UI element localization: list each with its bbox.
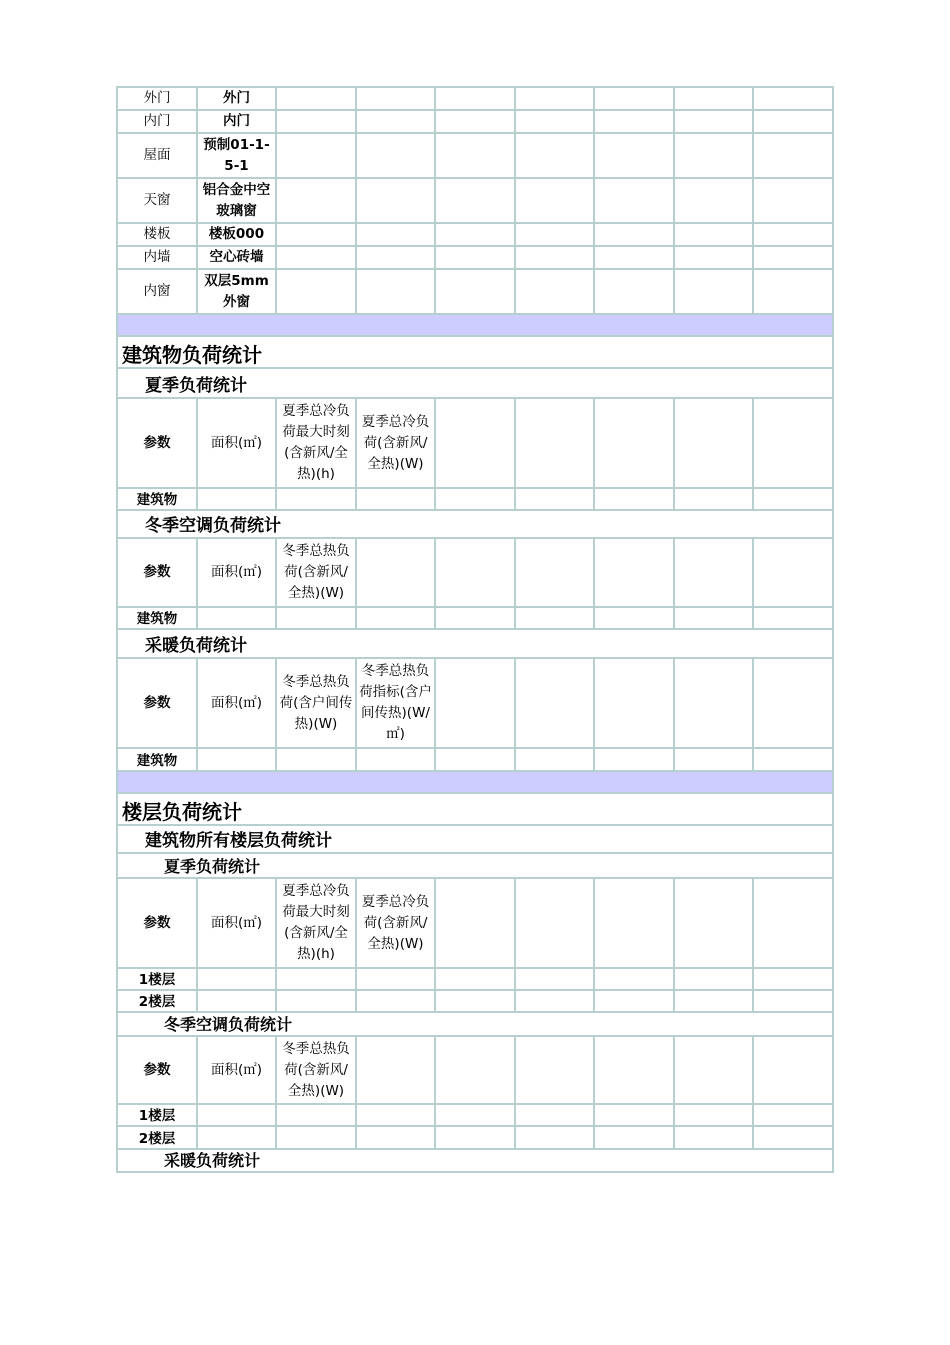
load-report-sheet [116,86,834,1173]
section-band [117,314,833,336]
material-row [117,269,833,314]
data-row [117,968,833,990]
building-load-title: 建筑物负荷统计 [117,336,833,368]
column-header: 夏季总冷负荷(含新风/全热)(W) [356,878,435,968]
material-cell: 铝合金中空玻璃窗 [197,178,276,223]
part-cell: 内墙 [117,246,197,269]
material-cell: 楼板000 [197,223,276,246]
row-label: 1楼层 [117,1104,197,1126]
area-header: 面积(㎡) [197,398,276,488]
building-winter-title: 冬季空调负荷统计 [117,510,833,538]
row-label: 建筑物 [117,607,197,629]
material-cell: 预制01-1-5-1 [197,133,276,178]
building-heating-title: 采暖负荷统计 [117,629,833,658]
data-row [117,990,833,1012]
header-row [117,398,833,488]
row-label: 建筑物 [117,488,197,510]
section-band [117,771,833,793]
column-header: 冬季总热负荷(含户间传热)(W) [276,658,356,748]
data-row [117,748,833,771]
header-row [117,658,833,748]
material-row [117,133,833,178]
column-header: 夏季总冷负荷最大时刻(含新风/全热)(h) [276,878,356,968]
param-header: 参数 [117,1036,197,1104]
part-cell: 内门 [117,110,197,133]
data-row [117,1104,833,1126]
area-header: 面积(㎡) [197,1036,276,1104]
param-header: 参数 [117,398,197,488]
header-row [117,538,833,607]
header-row [117,878,833,968]
material-cell: 双层5mm外窗 [197,269,276,314]
material-row [117,87,833,110]
part-cell: 楼板 [117,223,197,246]
row-label: 2楼层 [117,1126,197,1149]
row-label: 1楼层 [117,968,197,990]
param-header: 参数 [117,538,197,607]
area-header: 面积(㎡) [197,878,276,968]
part-cell: 天窗 [117,178,197,223]
material-row [117,223,833,246]
part-cell: 屋面 [117,133,197,178]
material-cell: 内门 [197,110,276,133]
data-row [117,488,833,510]
column-header: 冬季总热负荷指标(含户间传热)(W/㎡) [356,658,435,748]
row-label: 建筑物 [117,748,197,771]
column-header: 冬季总热负荷(含新风/全热)(W) [276,538,356,607]
column-header: 夏季总冷负荷最大时刻(含新风/全热)(h) [276,398,356,488]
area-header: 面积(㎡) [197,538,276,607]
building-summer-title: 夏季负荷统计 [117,368,833,398]
material-cell: 空心砖墙 [197,246,276,269]
material-cell: 外门 [197,87,276,110]
header-row [117,1036,833,1104]
material-row [117,110,833,133]
param-header: 参数 [117,878,197,968]
area-header: 面积(㎡) [197,658,276,748]
part-cell: 外门 [117,87,197,110]
column-header: 夏季总冷负荷(含新风/全热)(W) [356,398,435,488]
row-label: 2楼层 [117,990,197,1012]
floor-load-title: 楼层负荷统计 [117,793,833,825]
part-cell: 内窗 [117,269,197,314]
floor-load-subtitle: 建筑物所有楼层负荷统计 [117,825,833,853]
material-row [117,246,833,269]
floor-winter-title: 冬季空调负荷统计 [117,1012,833,1036]
floor-summer-title: 夏季负荷统计 [117,853,833,878]
floor-heating-title: 采暖负荷统计 [117,1149,833,1172]
column-header: 冬季总热负荷(含新风/全热)(W) [276,1036,356,1104]
param-header: 参数 [117,658,197,748]
material-row [117,178,833,223]
data-row [117,607,833,629]
data-row [117,1126,833,1149]
